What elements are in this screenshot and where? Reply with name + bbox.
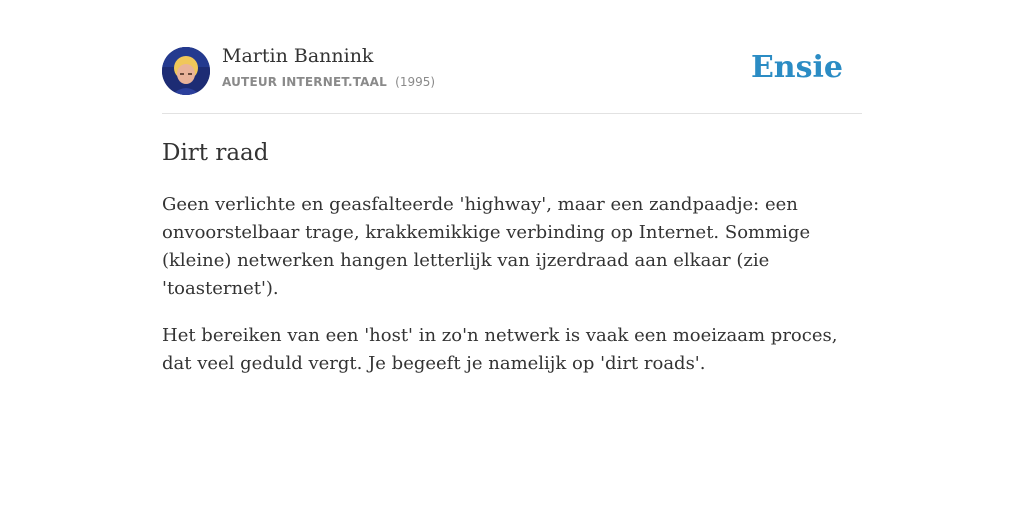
author-year: (1995)	[395, 75, 436, 89]
entry-card	[162, 0, 862, 378]
entry-header	[162, 0, 862, 114]
entry-title: Dirt raad	[162, 140, 269, 166]
ensie-logo-link[interactable]: Ensie	[750, 50, 843, 85]
entry-paragraph: Het bereiken van een 'host' in zo'n netwerk is vaak een moeizaam proces, dat veel geduld vergt. Je begeeft je namelijk op 'dirt roads'.	[162, 325, 838, 374]
author-name[interactable]: Martin Bannink	[222, 45, 374, 67]
author-photo-icon	[162, 47, 210, 95]
author-meta	[222, 75, 435, 89]
author-avatar[interactable]	[162, 47, 210, 95]
entry-paragraph: Geen verlichte en geasfalteerde 'highway', maar een zandpaadje: een onvoorstelbaar trage, krakkemikkige verbinding op Internet. Sommige (kleine) netwerken hangen letterlijk van ijzerdraad aan elkaar (zie 'toasternet').	[162, 194, 811, 299]
author-role: AUTEUR INTERNET.TAAL	[222, 75, 387, 89]
